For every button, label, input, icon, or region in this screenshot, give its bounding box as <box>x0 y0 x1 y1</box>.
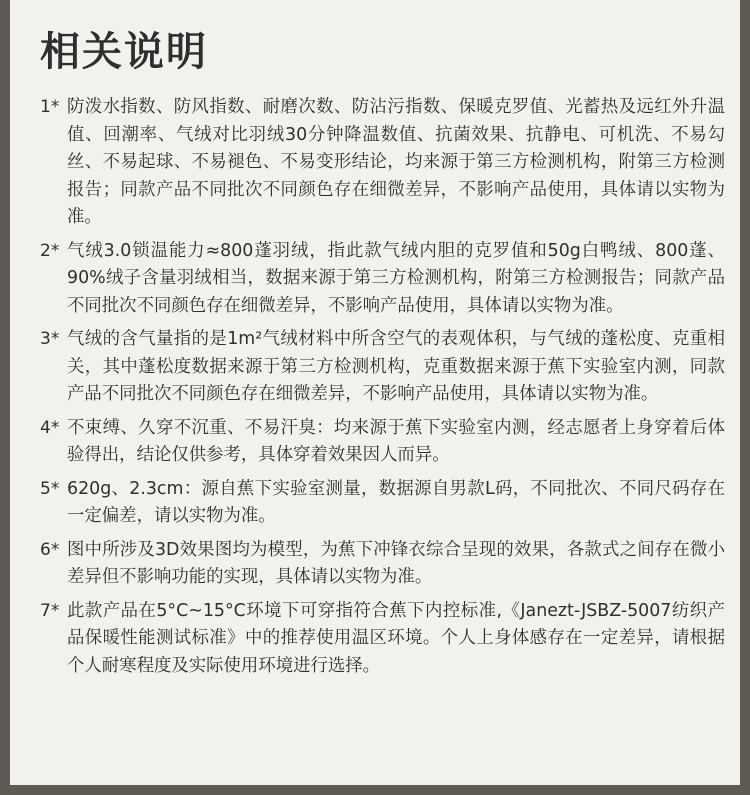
note-number: 5* <box>40 478 60 499</box>
note-item <box>40 94 725 232</box>
notes-list <box>40 94 725 686</box>
note-text: 气绒3.0锁温能力≈800蓬羽绒，指此款气绒内胆的克罗值和50g白鸭绒、800蓬、90%绒子含量羽绒相当，数据来源于第三方检测机构，附第三方检测报告；同款产品不同批次不同颜色存在细微差异，不影响产品使用，具体请以实物为准。 <box>67 240 725 316</box>
note-text: 防泼水指数、防风指数、耐磨次数、防沾污指数、保暖克罗值、光蓄热及远红外升温值、回潮率、气绒对比羽绒30分钟降温数值、抗菌效果、抗静电、可机洗、不易勾丝、不易起球、不易褪色、不易变形结论，均来源于第三方检测机构，附第三方检测报告；同款产品不同批次不同颜色存在细微差异，不影响产品使用，具体请以实物为准。 <box>67 97 725 227</box>
note-text: 气绒的含气量指的是1m²气绒材料中所含空气的表观体积，与气绒的蓬松度、克重相关，其中蓬松度数据来源于第三方检测机构，克重数据来源于蕉下实验室内测，同款产品不同批次不同颜色存在细微差异，不影响产品使用，具体请以实物为准。 <box>67 329 725 404</box>
note-number: 6* <box>40 539 60 560</box>
note-item <box>40 326 725 409</box>
note-text: 620g、2.3cm：源自蕉下实验室测量，数据源自男款L码，不同批次、不同尺码存在一定偏差，请以实物为准。 <box>67 478 725 526</box>
note-text: 不束缚、久穿不沉重、不易汗臭：均来源于蕉下实验室内测，经志愿者上身穿着后体验得出，结论仅供参考，具体穿着效果因人而异。 <box>67 417 725 465</box>
note-item <box>40 476 725 531</box>
page-title: 相关说明 <box>40 29 208 75</box>
note-text: 图中所涉及3D效果图均为模型，为蕉下冲锋衣综合呈现的效果，各款式之间存在微小差异但不影响功能的实现，具体请以实物为准。 <box>67 539 725 587</box>
note-item <box>40 238 725 321</box>
notes-panel <box>10 0 740 785</box>
note-item <box>40 537 725 592</box>
note-item <box>40 415 725 470</box>
note-number: 2* <box>40 240 60 261</box>
note-number: 7* <box>40 600 60 621</box>
note-number: 4* <box>40 417 60 438</box>
note-item <box>40 598 725 681</box>
note-number: 3* <box>40 329 60 349</box>
note-text: 此款产品在5°C~15°C环境下可穿指符合蕉下内控标准,《Janezt-JSBZ-5007纺织产品保暖性能测试标准》中的推荐使用温区环境。个人上身体感存在一定差异，请根据个人耐寒程度及实际使用环境进行选择。 <box>67 600 725 676</box>
note-number: 1* <box>40 97 60 117</box>
